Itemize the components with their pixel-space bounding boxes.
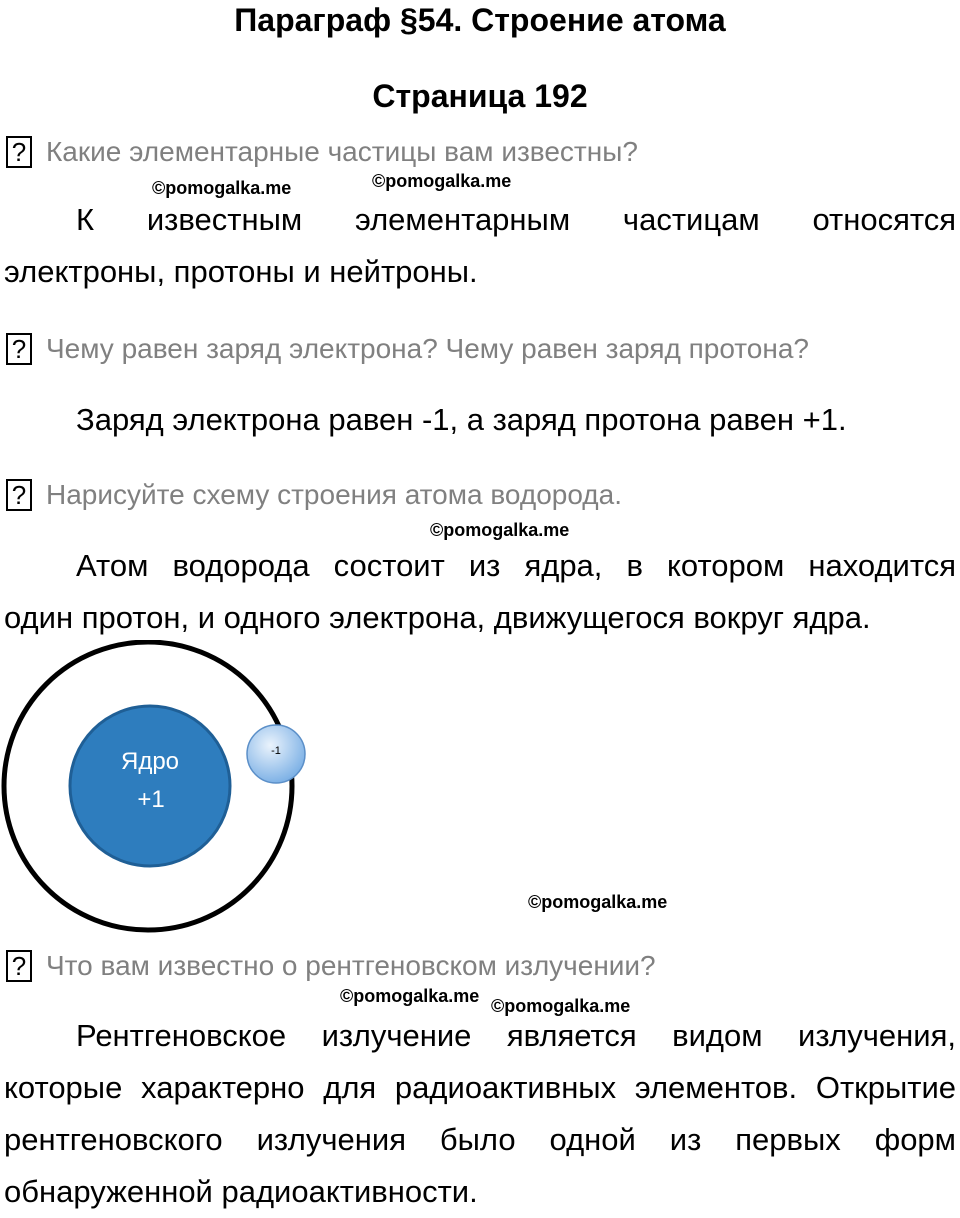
question-mark-icon: ? [6, 136, 32, 168]
question-text: Нарисуйте схему строения атома водорода. [46, 479, 622, 510]
nucleus-charge: +1 [137, 786, 165, 813]
answer-line: К известным элементарным частицам относятся [76, 202, 956, 237]
answer-line: один протон, и одного электрона, движущегося вокруг ядра. [4, 600, 871, 635]
page-title: Параграф §54. Строение атома [234, 2, 726, 38]
question-mark-icon: ? [6, 333, 32, 365]
question-mark-icon: ? [6, 479, 32, 511]
page-subtitle: Страница 192 [372, 78, 588, 114]
question-text: Чему равен заряд электрона? Чему равен заряд протона? [46, 333, 809, 364]
answer-line: Атом водорода состоит из ядра, в котором находится [76, 548, 956, 583]
question-text: Какие элементарные частицы вам известны? [46, 136, 638, 167]
hydrogen-atom-diagram [0, 640, 320, 940]
watermark: ©pomogalka.me [372, 171, 512, 191]
watermark: ©pomogalka.me [430, 520, 570, 540]
question-mark-icon: ? [6, 950, 32, 982]
answer-line: электроны, протоны и нейтроны. [4, 254, 478, 289]
question-text: Что вам известно о рентгеновском излучении? [46, 950, 656, 981]
watermark: ©pomogalka.me [152, 178, 292, 198]
answer-paragraph: Заряд электрона равен -1, а заряд протона равен +1. [76, 402, 847, 437]
answer-paragraph: Рентгеновское излучение является видом излучения, которые характерно для радиоактивных элементов. Открытие рентгеновского излучения было одной из первых форм обнаруженной радиоактивности. [4, 1018, 956, 1209]
electron-charge: -1 [271, 745, 281, 757]
watermark: ©pomogalka.me [491, 996, 631, 1016]
watermark: ©pomogalka.me [340, 986, 480, 1006]
nucleus-label: Ядро [120, 748, 180, 775]
answer-paragraph [4, 194, 956, 298]
watermark: ©pomogalka.me [528, 892, 668, 912]
answer-paragraph [4, 540, 956, 644]
